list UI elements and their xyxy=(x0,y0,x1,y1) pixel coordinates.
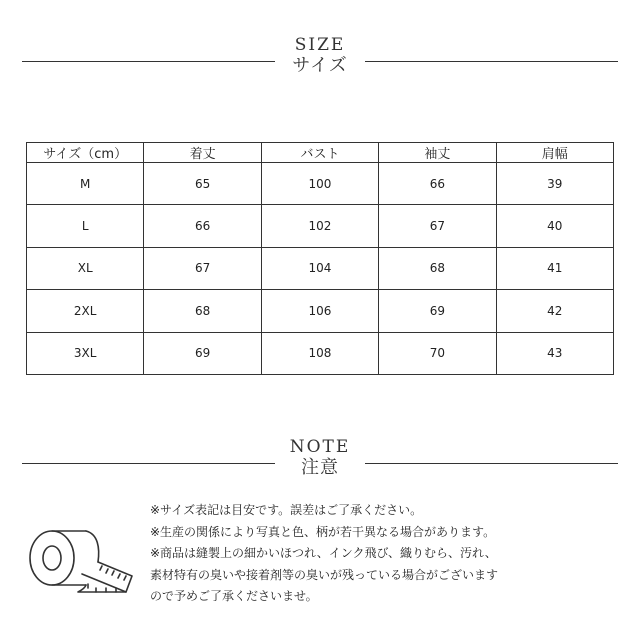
cell-bust: 106 xyxy=(261,290,378,332)
table-row xyxy=(27,205,614,247)
header-shoulder: 肩幅 xyxy=(496,143,613,163)
cell-size: XL xyxy=(27,247,144,289)
cell-length: 66 xyxy=(144,205,261,247)
cell-shoulder: 43 xyxy=(496,332,613,374)
heading-rule-left xyxy=(22,61,275,62)
note-section-heading xyxy=(0,437,640,479)
note-line: ※生産の関係により写真と色、柄が若干異なる場合があります。 xyxy=(150,524,496,539)
note-title-en: NOTE xyxy=(289,437,351,457)
cell-size: 2XL xyxy=(27,290,144,332)
cell-length: 68 xyxy=(144,290,261,332)
cell-size: 3XL xyxy=(27,332,144,374)
cell-sleeve: 67 xyxy=(379,205,496,247)
measuring-tape-icon xyxy=(22,518,142,594)
note-line: 素材特有の臭いや接着剤等の臭いが残っている場合がございます xyxy=(150,567,499,582)
cell-shoulder: 39 xyxy=(496,163,613,205)
note-title-jp: 注意 xyxy=(301,457,339,478)
cell-shoulder: 42 xyxy=(496,290,613,332)
table-row xyxy=(27,247,614,289)
cell-size: M xyxy=(27,163,144,205)
cell-bust: 100 xyxy=(261,163,378,205)
header-length: 着丈 xyxy=(144,143,261,163)
note-line: ※サイズ表記は目安です。誤差はご了承ください。 xyxy=(150,503,423,517)
table-row xyxy=(27,332,614,374)
cell-shoulder: 41 xyxy=(496,247,613,289)
cell-sleeve: 70 xyxy=(379,332,496,374)
cell-length: 65 xyxy=(144,163,261,205)
header-sleeve: 袖丈 xyxy=(379,143,496,163)
cell-shoulder: 40 xyxy=(496,205,613,247)
table-row xyxy=(27,163,614,205)
cell-length: 69 xyxy=(144,332,261,374)
cell-bust: 102 xyxy=(261,205,378,247)
note-line: ※商品は縫製上の細かいほつれ、インク飛び、織りむら、汚れ、 xyxy=(150,546,497,560)
notes-list xyxy=(150,500,620,608)
size-table xyxy=(26,142,614,375)
cell-sleeve: 68 xyxy=(379,247,496,289)
table-row xyxy=(27,290,614,332)
table-header-row xyxy=(27,143,614,163)
heading-rule-left xyxy=(22,463,275,464)
cell-sleeve: 69 xyxy=(379,290,496,332)
cell-size: L xyxy=(27,205,144,247)
size-section-heading xyxy=(0,35,640,77)
cell-bust: 104 xyxy=(261,247,378,289)
cell-sleeve: 66 xyxy=(379,163,496,205)
header-size: サイズ（cm） xyxy=(27,143,144,163)
header-bust: バスト xyxy=(261,143,378,163)
cell-bust: 108 xyxy=(261,332,378,374)
size-title-en: SIZE xyxy=(294,35,346,55)
heading-rule-right xyxy=(365,463,618,464)
size-title-jp: サイズ xyxy=(292,55,348,76)
cell-length: 67 xyxy=(144,247,261,289)
heading-rule-right xyxy=(365,61,618,62)
note-line: ので予めご了承くださいませ。 xyxy=(150,589,318,603)
